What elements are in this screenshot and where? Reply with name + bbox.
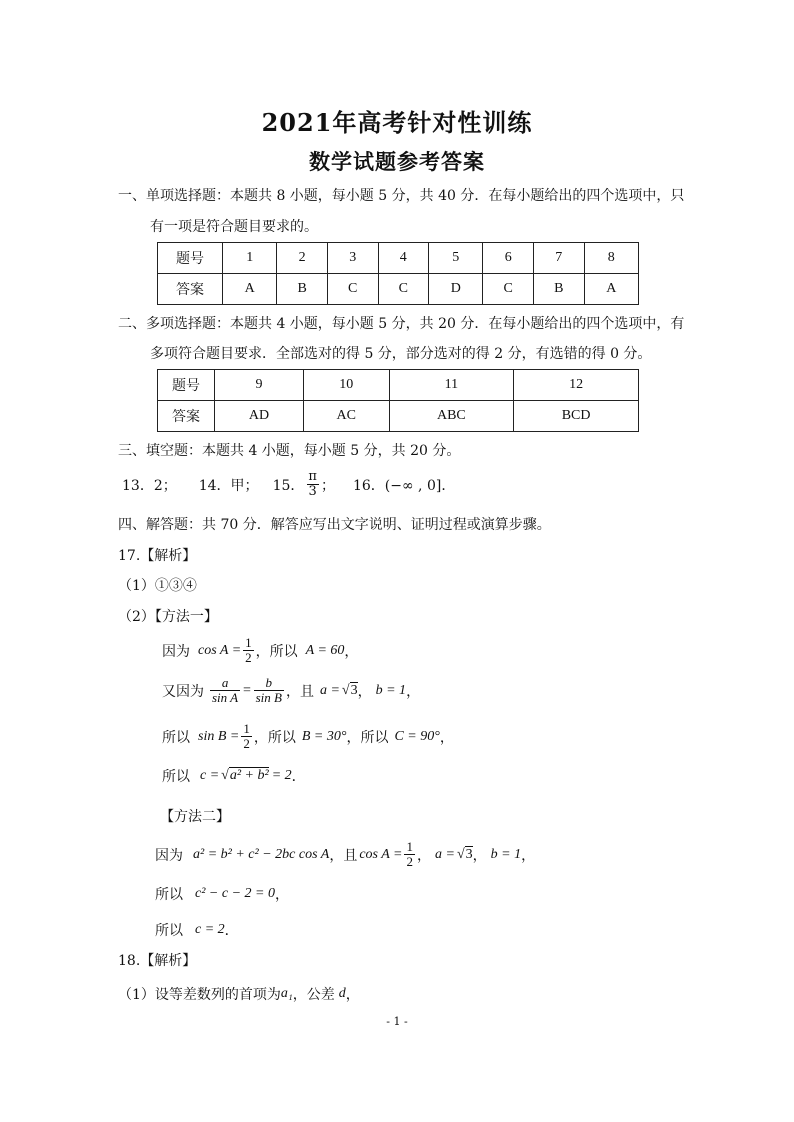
answer-16: 16．(−∞ , 0]． [352, 477, 456, 494]
math-expression: sin B = [198, 728, 240, 744]
fraction [404, 840, 415, 869]
answer-14: 14．甲； [198, 477, 259, 494]
text-separator: ， [357, 683, 372, 700]
text-lead: 因为 [155, 847, 183, 864]
answer-cell: C [483, 274, 534, 305]
answer-15-label: 15． [272, 477, 305, 494]
math-expression: a₁ [280, 986, 293, 1001]
question-number-cell: 3 [327, 243, 378, 274]
section3-intro: 三、填空题：本题共 4 小题，每小题 5 分，共 20 分。 [118, 443, 461, 459]
answer-13: 13．2； [122, 477, 177, 494]
answer-cell: B [277, 274, 328, 305]
q17-method1-line3 [162, 722, 454, 751]
row-header-answer: 答案 [158, 401, 215, 432]
fraction-numerator: π [308, 469, 317, 484]
question-number-cell: 5 [429, 243, 483, 274]
math-expression: b = 1 [490, 846, 522, 862]
fraction-denominator: 2 [243, 736, 250, 751]
q17-method1-line4 [162, 766, 306, 786]
question-number-cell: 11 [389, 370, 514, 401]
fraction-numerator: a [221, 675, 229, 690]
fraction-denominator: 2 [406, 854, 413, 869]
question-number-cell: 4 [378, 243, 429, 274]
q17-header: 17.【解析】 [118, 548, 197, 564]
fraction [210, 676, 240, 705]
math-expression: C = 90° [394, 728, 440, 744]
q17-part2-header: （2）【方法一】 [118, 609, 218, 625]
table-row [158, 274, 639, 305]
table-row [158, 401, 639, 432]
math-expression: B = 30° [301, 728, 347, 744]
page-title: 2021年高考针对性训练 [261, 108, 533, 137]
text-lead: 因为 [162, 643, 190, 660]
text-tail: ， [521, 847, 536, 864]
math-expression: cos A = [198, 642, 242, 658]
answer-cell: B [534, 274, 585, 305]
q18-header: 18.【解析】 [118, 953, 197, 969]
question-number-cell: 12 [514, 370, 639, 401]
q17-method2-line3 [155, 920, 239, 940]
question-number-cell: 8 [584, 243, 638, 274]
row-header-number: 题号 [158, 243, 223, 274]
answer-cell: AC [303, 401, 389, 432]
answer-cell: A [584, 274, 638, 305]
sqrt-expression: √3 [341, 682, 358, 698]
fraction-denominator: sin A [212, 690, 239, 705]
question-number-cell: 10 [303, 370, 389, 401]
answer-cell: A [223, 274, 277, 305]
q17-method2-header: 【方法二】 [160, 809, 230, 825]
sqrt-expression: √3 [456, 846, 473, 862]
text-connector: ，且 [329, 847, 358, 864]
page-subtitle: 数学试题参考答案 [309, 149, 485, 174]
text-tail: ， [439, 729, 454, 746]
math-expression: a = [434, 846, 455, 862]
fraction [243, 636, 254, 665]
q17-method2-line1 [155, 840, 535, 869]
section2-intro-line1: 二、多项选择题：本题共 4 小题，每小题 5 分，共 20 分．在每小题给出的四个选项中，有 [118, 316, 685, 332]
sqrt-expression: √a² + b² [221, 768, 269, 783]
page-number: - 1 - [386, 1015, 408, 1028]
multiple-choice-answer-table [157, 369, 639, 432]
text-connector: ，所以 [253, 729, 296, 746]
text-connector: ，所以 [255, 643, 298, 660]
answer-15-tail: ； [320, 477, 335, 494]
text-tail: ． [291, 769, 306, 785]
text-separator: ， [416, 847, 431, 864]
question-number-cell: 9 [215, 370, 304, 401]
fill-in-answers [122, 470, 455, 499]
fraction-numerator: b [265, 675, 273, 690]
text-separator: ， [472, 847, 487, 864]
question-number-cell: 7 [534, 243, 585, 274]
q18-line1 [118, 984, 360, 1004]
math-expression: c = [200, 768, 220, 783]
answer-cell: C [327, 274, 378, 305]
math-expression: = 2 [271, 768, 292, 783]
math-expression: A = 60 [305, 642, 345, 658]
question-number-cell: 2 [277, 243, 328, 274]
table-row [158, 243, 639, 274]
q17-method1-line1 [162, 636, 358, 665]
fraction-numerator: 1 [406, 839, 413, 854]
math-expression: d [338, 986, 346, 1001]
math-expression: = [242, 682, 252, 698]
question-number-cell: 6 [483, 243, 534, 274]
table-row [158, 370, 639, 401]
text-lead: 所以 [162, 769, 190, 785]
sqrt-radicand: a² + b² [229, 768, 269, 783]
section1-intro-line1: 一、单项选择题：本题共 8 小题，每小题 5 分，共 40 分．在每小题给出的四个选项中，只 [118, 188, 685, 204]
text-lead: 所以 [162, 729, 190, 746]
text-connector: ，且 [285, 683, 314, 700]
math-expression: a² = b² + c² − 2bc cos A [193, 846, 330, 862]
text-lead: 所以 [155, 887, 183, 903]
sqrt-radicand: 3 [350, 682, 358, 698]
fraction-denominator: 3 [308, 484, 317, 499]
text-lead: （1）设等差数列的首项为 [118, 987, 281, 1003]
single-choice-answer-table [157, 242, 639, 305]
fraction [254, 676, 284, 705]
text-connector: ，所以 [346, 729, 389, 746]
answer-15-fraction [306, 470, 319, 499]
answer-cell: AD [215, 401, 304, 432]
math-expression: a = [319, 682, 340, 698]
text-connector: ，公差 [292, 987, 335, 1003]
math-expression: b = 1 [375, 682, 407, 698]
section1-intro-line2: 有一项是符合题目要求的。 [150, 219, 318, 235]
fraction-numerator: 1 [243, 721, 250, 736]
q17-method2-line2 [155, 884, 289, 904]
fraction [241, 722, 252, 751]
row-header-number: 题号 [158, 370, 215, 401]
section2-intro-line2: 多项符合题目要求．全部选对的得 5 分，部分选对的得 2 分，有选错的得 0 分。 [150, 346, 652, 362]
text-tail: ， [274, 887, 289, 903]
text-tail: ． [224, 923, 239, 939]
q17-method1-line2 [162, 676, 420, 705]
row-header-answer: 答案 [158, 274, 223, 305]
fraction-denominator: sin B [255, 690, 282, 705]
answer-cell: C [378, 274, 429, 305]
answer-cell: BCD [514, 401, 639, 432]
fraction-numerator: 1 [245, 635, 252, 650]
text-tail: ， [406, 683, 421, 700]
answer-cell: ABC [389, 401, 514, 432]
question-number-cell: 1 [223, 243, 277, 274]
math-expression: cos A = [359, 846, 403, 862]
q17-part1: （1）①③④ [118, 578, 197, 594]
section4-intro: 四、解答题：共 70 分．解答应写出文字说明、证明过程或演算步骤。 [118, 517, 551, 533]
fraction-denominator: 2 [245, 650, 252, 665]
text-tail: ， [344, 643, 359, 660]
text-lead: 又因为 [162, 683, 204, 700]
text-tail: ， [345, 987, 360, 1003]
math-expression: c² − c − 2 = 0 [195, 886, 275, 901]
answer-cell: D [429, 274, 483, 305]
sqrt-radicand: 3 [465, 846, 473, 862]
math-expression: c = 2 [195, 922, 225, 937]
text-lead: 所以 [155, 923, 183, 939]
